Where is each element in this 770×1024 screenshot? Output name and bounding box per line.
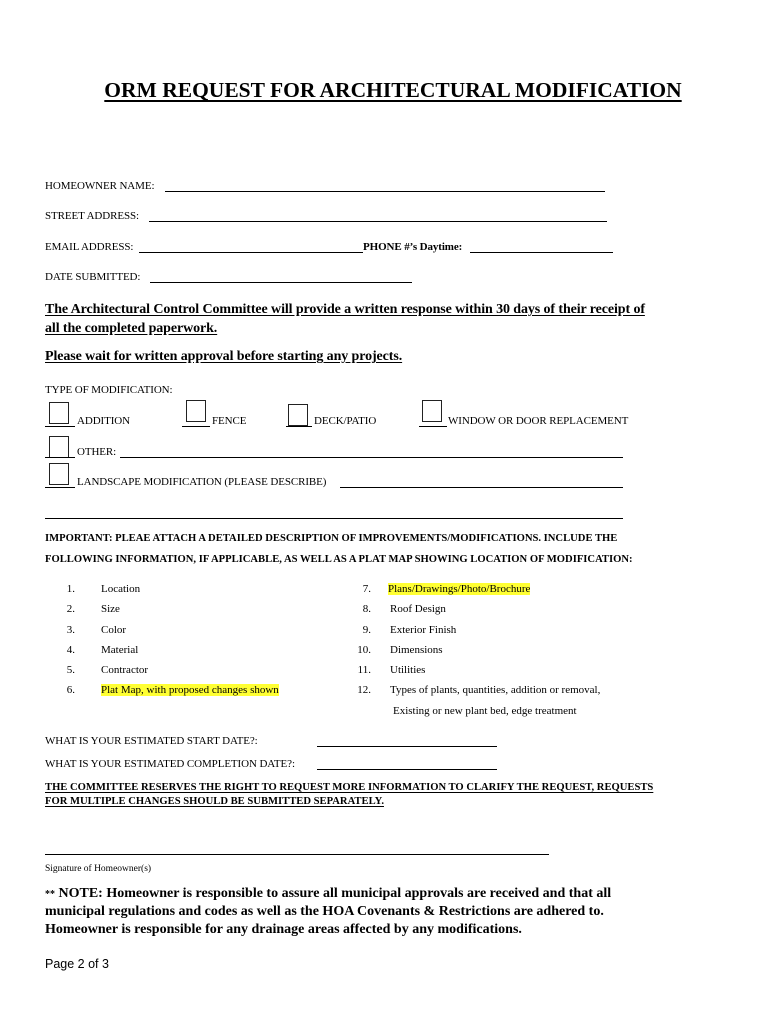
deck-patio-checkbox[interactable] — [288, 404, 308, 426]
description-field[interactable] — [45, 518, 623, 519]
other-underline — [45, 457, 75, 458]
window-door-checkbox[interactable] — [422, 400, 442, 422]
list-item-number: 9. — [362, 624, 371, 636]
date-submitted-field[interactable] — [150, 282, 412, 283]
list-item: Utilities — [390, 664, 426, 676]
list-item-number: 1. — [66, 583, 75, 595]
addition-label: ADDITION — [77, 415, 130, 427]
list-item-number: 3. — [66, 624, 75, 636]
list-item-number: 2. — [66, 603, 75, 615]
signature-label: Signature of Homeowner(s) — [45, 864, 152, 874]
homeowner-name-field[interactable] — [165, 191, 605, 192]
reserve-notice-line1: THE COMMITTEE RESERVES THE RIGHT TO REQUEST MORE INFORMATION TO CLARIFY THE REQUEST, REQUESTS — [45, 782, 654, 793]
fence-underline — [182, 426, 210, 427]
list-item: Material — [101, 644, 139, 656]
landscape-label: LANDSCAPE MODIFICATION (PLEASE DESCRIBE) — [77, 476, 327, 488]
list-item: Dimensions — [390, 644, 443, 656]
other-checkbox[interactable] — [49, 436, 69, 458]
list-item-number: 12. — [357, 684, 371, 696]
reserve-notice-line2: FOR MULTIPLE CHANGES SHOULD BE SUBMITTED SEPARATELY. — [45, 796, 384, 807]
landscape-underline — [45, 487, 75, 488]
page-number: Page 2 of 3 — [45, 957, 109, 971]
list-item-number: 6. — [66, 684, 75, 696]
email-address-field[interactable] — [139, 252, 363, 253]
landscape-field[interactable] — [340, 487, 623, 488]
fence-label: FENCE — [212, 415, 247, 427]
note-line2: municipal regulations and codes as well as the HOA Covenants & Restrictions are adhered to. — [45, 904, 604, 919]
window-door-underline — [419, 426, 447, 427]
other-label: OTHER: — [77, 446, 117, 458]
important-line1: IMPORTANT: PLEAE ATTACH A DETAILED DESCRIPTION OF IMPROVEMENTS/MODIFICATIONS. INCLUDE THE — [45, 533, 618, 544]
page-title: ORM REQUEST FOR ARCHITECTURAL MODIFICATION — [104, 78, 682, 102]
list-item-number: 10. — [357, 644, 371, 656]
landscape-checkbox[interactable] — [49, 463, 69, 485]
list-item: Types of plants, quantities, addition or removal, — [390, 684, 601, 696]
note-text: NOTE: Homeowner is responsible to assure all municipal approvals are received and that all — [55, 886, 612, 901]
phone-daytime-field[interactable] — [470, 252, 613, 253]
completion-date-field[interactable] — [317, 769, 497, 770]
wait-notice: Please wait for written approval before starting any projects. — [45, 349, 403, 364]
window-door-label: WINDOW OR DOOR REPLACEMENT — [448, 415, 629, 427]
deck-patio-underline — [286, 426, 312, 427]
list-item-number: 8. — [362, 603, 371, 615]
email-address-label: EMAIL ADDRESS: — [45, 241, 134, 253]
note-prefix: ** — [45, 889, 55, 900]
list-item: Roof Design — [390, 603, 446, 615]
list-item-continuation: Existing or new plant bed, edge treatment — [393, 705, 577, 717]
date-submitted-label: DATE SUBMITTED: — [45, 271, 141, 283]
list-item-highlighted: Plat Map, with proposed changes shown — [101, 684, 279, 696]
start-date-field[interactable] — [317, 746, 497, 747]
modification-heading: TYPE OF MODIFICATION: — [45, 384, 173, 396]
note-line3: Homeowner is responsible for any drainage areas affected by any modifications. — [45, 922, 522, 937]
list-item-number: 7. — [362, 583, 371, 595]
list-item-number: 5. — [66, 664, 75, 676]
note-line1 — [45, 886, 611, 902]
response-notice-line1: The Architectural Control Committee will provide a written response within 30 days of their receipt of — [45, 302, 645, 317]
list-item-number: 4. — [66, 644, 75, 656]
list-item: Exterior Finish — [390, 624, 457, 636]
completion-date-label: WHAT IS YOUR ESTIMATED COMPLETION DATE?: — [45, 758, 295, 770]
addition-underline — [45, 426, 75, 427]
list-item: Size — [101, 603, 120, 615]
important-line2: FOLLOWING INFORMATION, IF APPLICABLE, AS WELL AS A PLAT MAP SHOWING LOCATION OF MODIFICATION: — [45, 554, 633, 565]
addition-checkbox[interactable] — [49, 402, 69, 424]
street-address-field[interactable] — [149, 221, 607, 222]
homeowner-name-label: HOMEOWNER NAME: — [45, 180, 155, 192]
list-item-number: 11. — [357, 664, 371, 676]
other-field[interactable] — [120, 457, 623, 458]
list-item: Location — [101, 583, 141, 595]
list-item: Contractor — [101, 664, 149, 676]
street-address-label: STREET ADDRESS: — [45, 210, 139, 222]
list-item: Color — [101, 624, 127, 636]
deck-patio-label: DECK/PATIO — [314, 415, 377, 427]
start-date-label: WHAT IS YOUR ESTIMATED START DATE?: — [45, 735, 258, 747]
response-notice-line2: all the completed paperwork. — [45, 321, 218, 336]
phone-daytime-label: PHONE #’s Daytime: — [363, 241, 463, 253]
fence-checkbox[interactable] — [186, 400, 206, 422]
signature-field[interactable] — [45, 854, 549, 855]
list-item-highlighted: Plans/Drawings/Photo/Brochure — [388, 583, 531, 595]
